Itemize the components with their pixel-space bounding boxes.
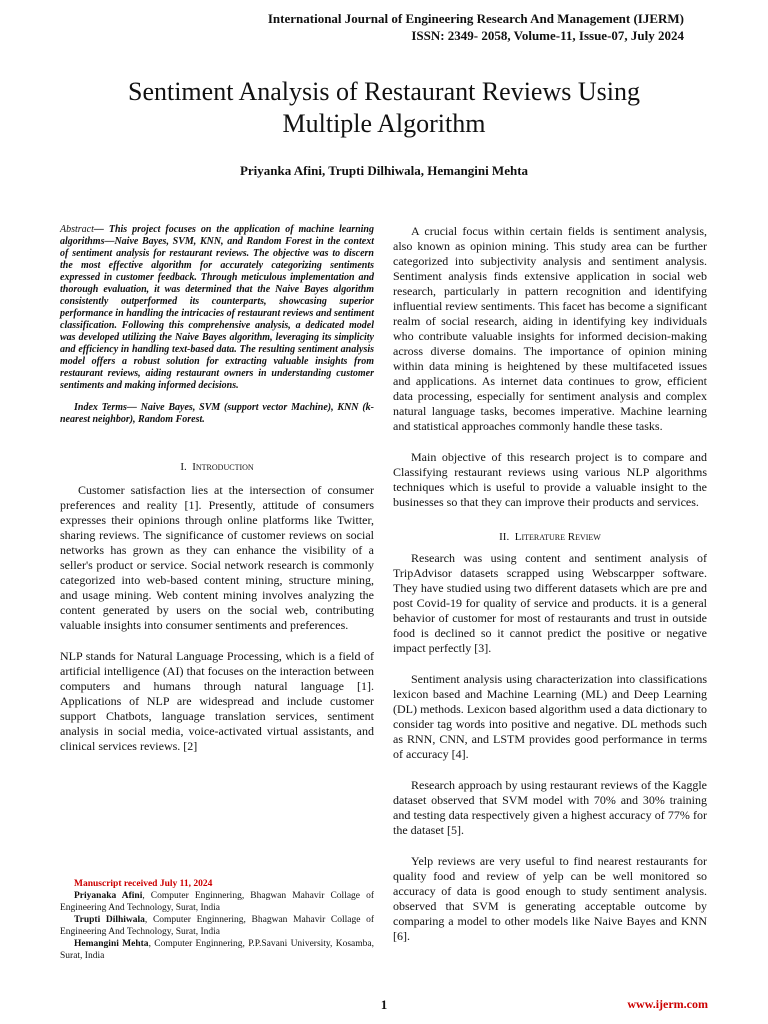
footnote-author-1	[60, 890, 374, 914]
issn-line: ISSN: 2349- 2058, Volume-11, Issue-07, July 2024	[411, 28, 684, 43]
section-title: Introduction	[192, 461, 254, 473]
intro-paragraph-2: NLP stands for Natural Language Processing, which is a field of artificial intelligence (AI) that focuses on the interaction between computers and humans through natural language [1]. Applications of NLP are widespread and include customer support Chatbots, language translation services, sentiment analysis in social media, voice-activated virtual assistants, and clinical services reviews. [2]	[60, 649, 374, 753]
journal-name: International Journal of Engineering Research And Management (IJERM)	[267, 11, 684, 26]
intro-paragraph-1: Customer satisfaction lies at the intersection of consumer preferences and reality [1]. Presently, attitude of consumers expresses their opinions through online platforms like Twitter, sharing reviews. The significance of customer reviews on social networks has grown as they can enhance the visibility of a seller's product or service. Social network research is commonly categorized into web-based content mining, structure mining, and usage mining. Web content mining involves analyzing the content generated by users on the social web, contributing valuable insights into consumer sentiments and preferences.	[60, 483, 374, 632]
literature-paragraph-4: Yelp reviews are very useful to find nearest restaurants for quality food and review of yelp can be well monitored so accuracy of data is good enough to study sentiment analysis. observed that SVM is generating acceptable outcome by comparing a model to other models like Naive Bayes and KNN [6].	[393, 854, 707, 943]
literature-paragraph-2: Sentiment analysis using characterization into classifications lexicon based and Machine Learning (ML) and Deep Learning (DL) methods. Lexicon based algorithm used a data dictionary to consider tag words into positive and negative. DL methods such as RNN, CNN, and LSTM provides good performance in terms of accuracy [4].	[393, 672, 707, 761]
footnote-author-1-affiliation: , Computer Enginnering, Bhagwan Mahavir Collage of Engineering And Technology, Surat, India	[60, 891, 374, 913]
title-line-2: Multiple Algorithm	[282, 109, 486, 138]
literature-paragraph-1: Research was using content and sentiment analysis of TripAdvisor datasets scrapped using Webscarpper software. They have studied using two different datasets which are pre and post Covid-19 for quality of service and products. it is a general behavior of customer for most of restaurants and trust in outside food is declined so it cannot predict the positive or negative impact perfectly [3].	[393, 551, 707, 655]
index-terms: Index Terms— Naive Bayes, SVM (support vector Machine), KNN (k-nearest neighbor), Random Forest.	[60, 402, 374, 425]
footnote-author-3-affiliation: , Computer Enginnering, P.P.Savani University, Kosamba, Surat, India	[60, 939, 374, 961]
literature-paragraph-3: Research approach by using restaurant reviews of the Kaggle dataset observed that SVM model with 70% and 30% training and testing data respectively given a highest accuracy of 77% for the dataset [5].	[393, 778, 707, 837]
right-column	[393, 224, 707, 944]
right-paragraph-2: Main objective of this research project is to compare and Classifying restaurant reviews using various NLP algorithms techniques which is useful to provide a valuable insight to the businesses so that they can improve their products and services.	[393, 450, 707, 509]
journal-header	[164, 10, 684, 44]
abstract	[60, 224, 374, 392]
title-line-1: Sentiment Analysis of Restaurant Reviews Using	[127, 77, 640, 106]
section-heading-literature-review	[393, 530, 707, 545]
footnote-author-2-affiliation: , Computer Enginnering, Bhagwan Mahavir Collage of Engineering And Technology, Surat, India	[60, 915, 374, 937]
page-number: 1	[380, 997, 388, 1012]
paper-title	[60, 76, 708, 140]
footnote-author-1-name: Priyanaka Afini	[74, 891, 143, 901]
left-column	[60, 224, 374, 754]
footnote-author-2-name: Trupti Dilhiwala	[74, 915, 145, 925]
footnote-author-2	[60, 914, 374, 938]
journal-website-link[interactable]: www.ijerm.com	[627, 997, 708, 1011]
footnote-author-3-name: Hemangini Mehta	[74, 939, 149, 949]
section-number: II.	[499, 531, 510, 543]
footnote	[60, 878, 374, 962]
abstract-text: — This project focuses on the application of machine learning algorithms—Naive Bayes, SVM, KNN, and Random Forest in the context of sentiment analysis for restaurant reviews. The objective was to discern the most effective algorithm for accurately categorizing sentiments expressed in customer feedback. Through meticulous implementation and thorough evaluation, it was determined that the Naive Bayes algorithm consistently outperformed its counterparts, showcasing superior performance in handling the intricacies of restaurant reviews and sentiment classification. Following this comprehensive analysis, a dedicated model was developed utilizing the Naive Bayes algorithm, leveraging its simplicity and efficiency in handling text-based data. The resulting sentiment analysis model offers a robust solution for extracting valuable insights from restaurant reviews, aiding restaurant owners in understanding customer sentiments and making informed decisions.	[60, 224, 374, 391]
author-list: Priyanka Afini, Trupti Dilhiwala, Hemangini Mehta	[239, 163, 529, 178]
right-paragraph-1: A crucial focus within certain fields is sentiment analysis, also known as opinion mining. This study area can be further categorized into subjectivity analysis and sentiment analysis. Sentiment analysis finds extensive application in social web research, particularly in pattern recognition and identifying influential review sentiments. This facet has become a significant realm of social research, aiding in identifying key individuals who contribute valuable insights for informed decision-making across diverse domains. The importance of opinion mining within data mining is heightened by these multifaceted issues and applications. As internet data continues to grow, efficient data processing, especially for sentiment analysis and complex natural language tasks, becomes imperative. Machine learning and statistical approaches commonly handle these tasks.	[393, 224, 708, 433]
section-title: Literature Review	[514, 531, 601, 543]
abstract-label: Abstract	[60, 224, 94, 235]
footnote-author-3	[60, 938, 374, 962]
manuscript-received: Manuscript received July 11, 2024	[74, 879, 213, 889]
section-number: I.	[180, 461, 187, 473]
section-heading-introduction	[60, 460, 374, 475]
